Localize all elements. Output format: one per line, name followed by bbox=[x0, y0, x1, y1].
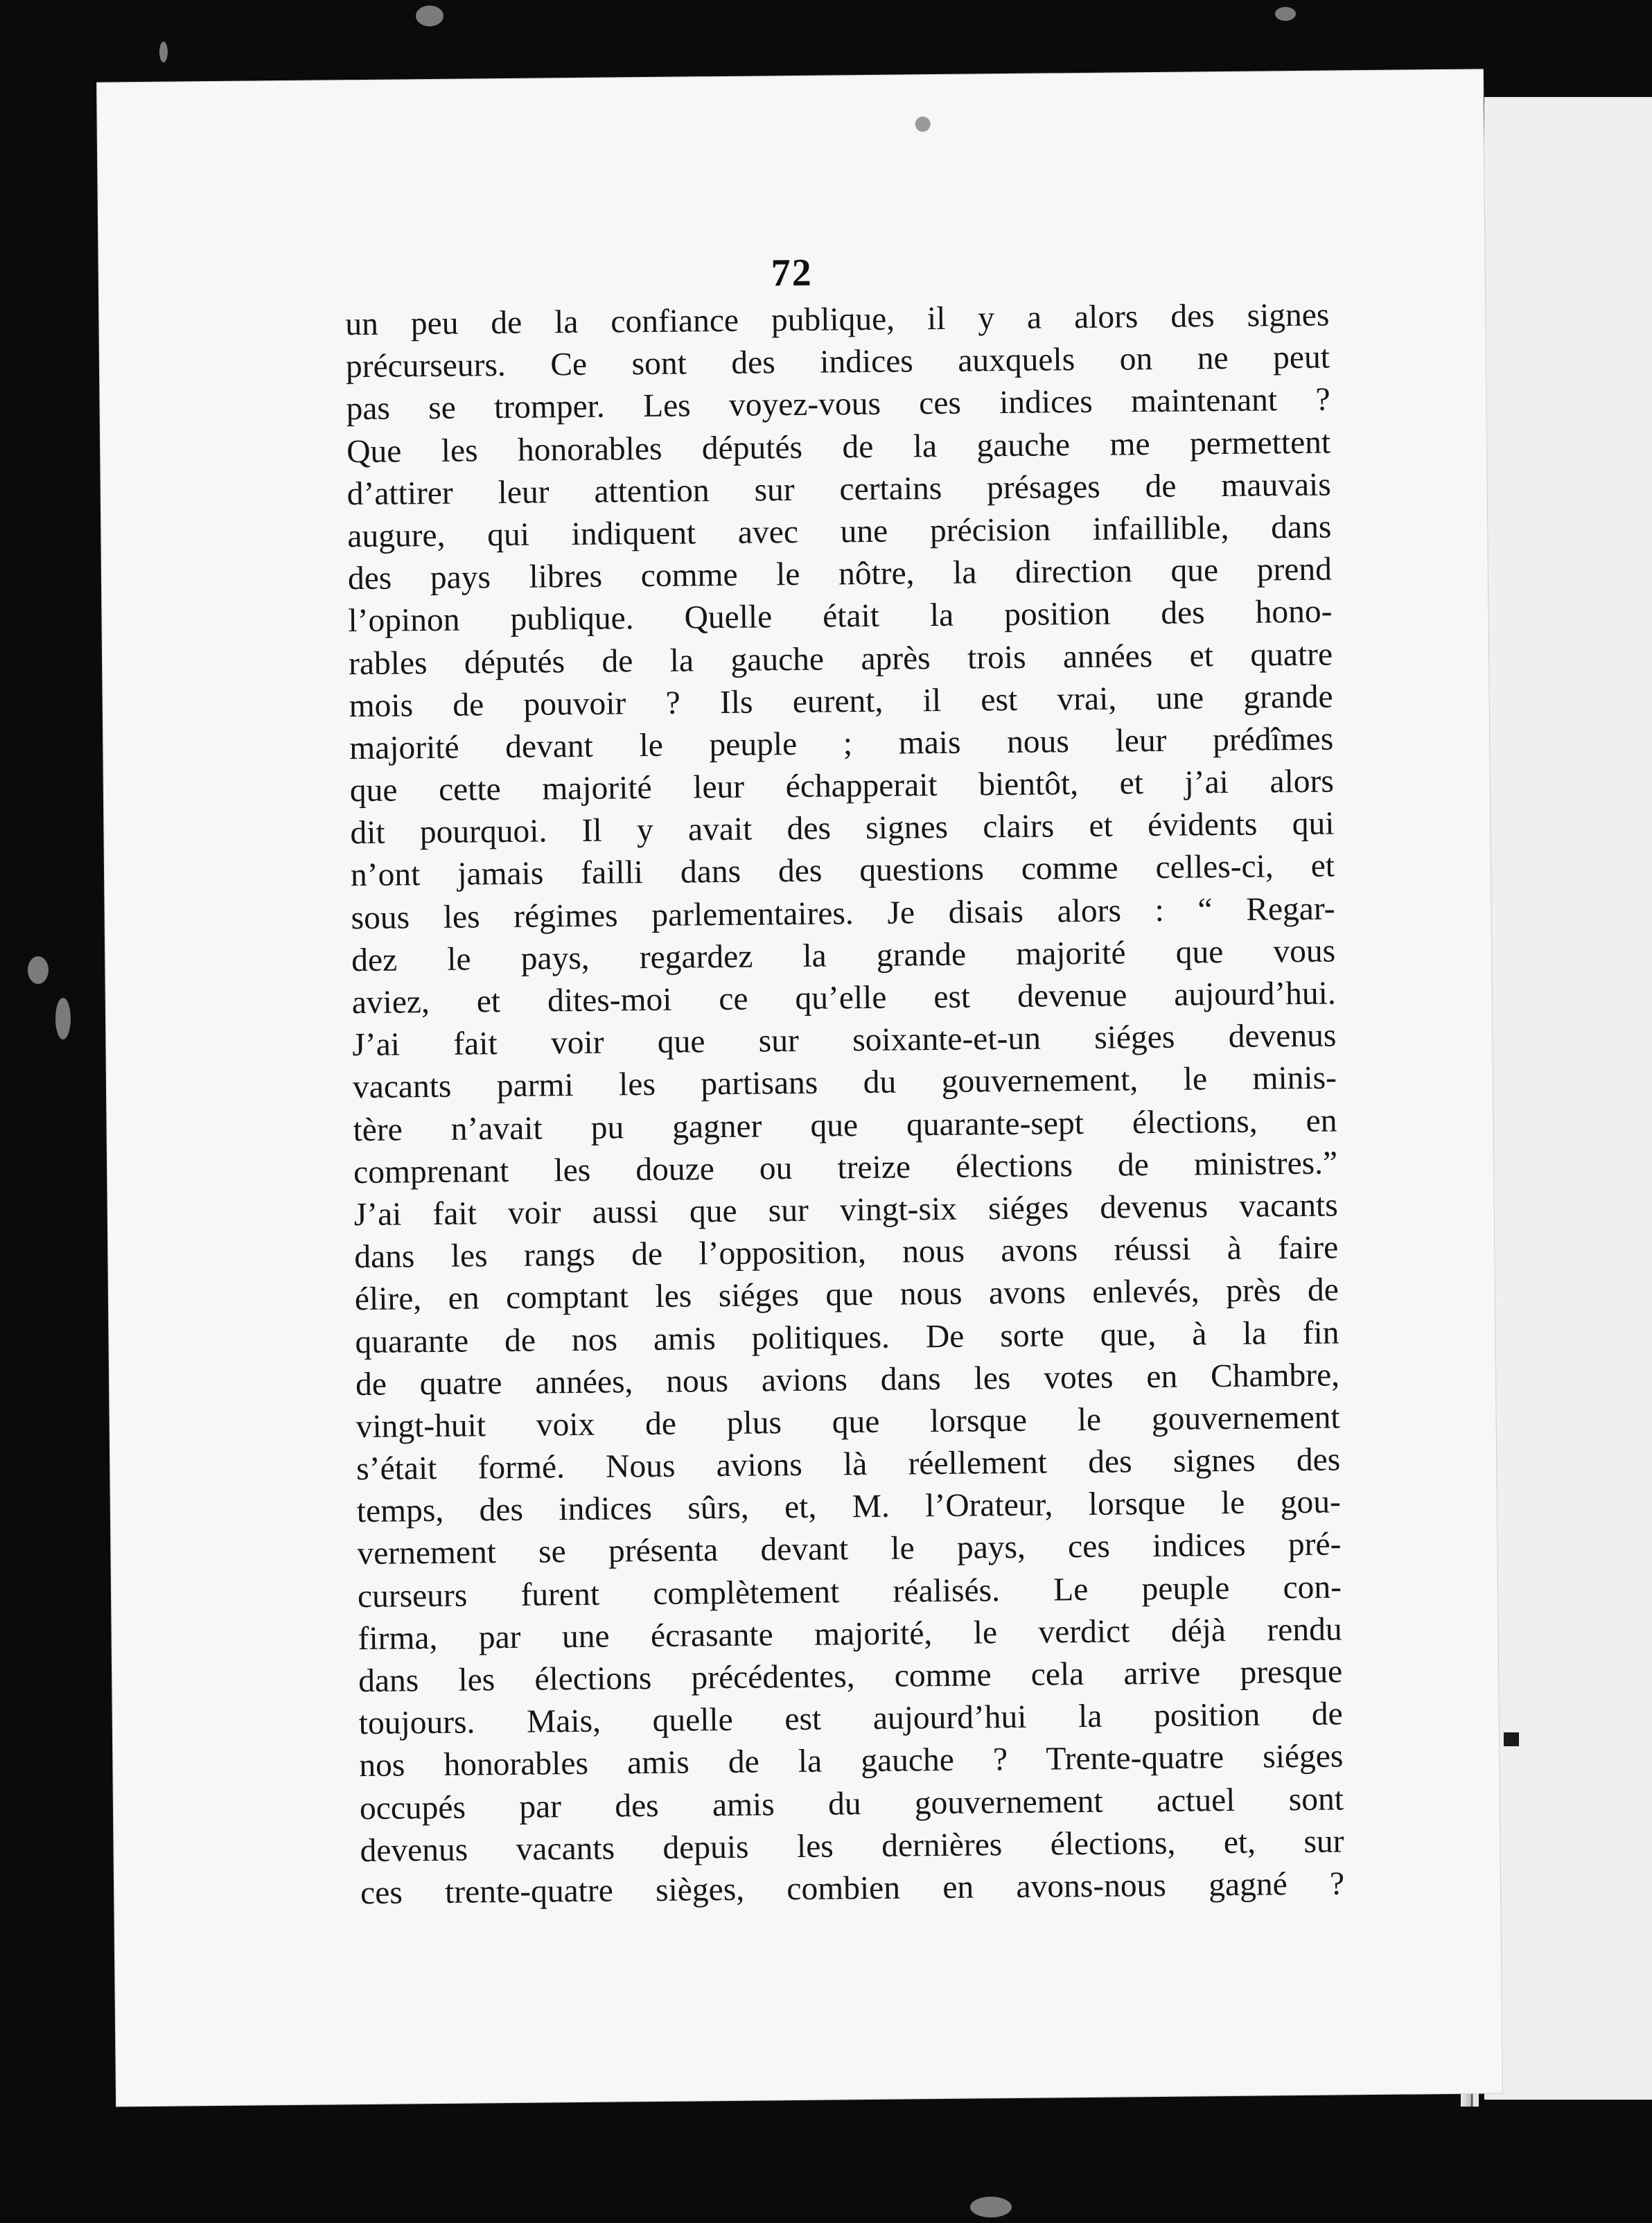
text-line: dans les élections précédentes, comme cela arrive presque bbox=[358, 1653, 1343, 1700]
text-line: toujours. Mais, quelle est aujourd’hui la position de bbox=[358, 1696, 1343, 1742]
text-line: l’opinon publique. Quelle était la position des hono- bbox=[348, 593, 1333, 640]
text-line: mois de pouvoir ? Ils eurent, il est vrai, une grande bbox=[349, 678, 1333, 724]
text-line: sous les régimes parlementaires. Je disais alors : “ Regar- bbox=[351, 890, 1335, 936]
text-line: comprenant les douze ou treize élections de ministres.” bbox=[353, 1145, 1338, 1190]
text-line: dans les rangs de l’opposition, nous avons réussi à faire bbox=[354, 1229, 1339, 1276]
text-line: pas se tromper. Les voyez-vous ces indices maintenant ? bbox=[346, 381, 1330, 428]
text-line: quarante de nos amis politiques. De sorte que, à la fin bbox=[355, 1314, 1339, 1360]
scan-speck bbox=[55, 998, 71, 1039]
page-blemish bbox=[915, 116, 931, 132]
text-line: J’ai fait voir aussi que sur vingt-six siéges devenus vacants bbox=[353, 1187, 1338, 1233]
text-line: que cette majorité leur échapperait bientôt, et j’ai alors bbox=[349, 763, 1335, 809]
scan-speck bbox=[416, 6, 443, 26]
text-line: n’ont jamais failli dans des questions comme celles-ci, et bbox=[350, 847, 1335, 894]
scan-speck bbox=[28, 956, 49, 984]
text-line: s’était formé. Nous avions là réellement des signes des bbox=[356, 1441, 1341, 1488]
scan-speck bbox=[159, 42, 168, 62]
text-line: vacants parmi les partisans du gouvernement, le minis- bbox=[352, 1060, 1337, 1106]
text-line: précurseurs. Ce sont des indices auxquels on ne peut bbox=[345, 339, 1330, 385]
text-line: augure, qui indiquent avec une précision infaillible, dans bbox=[347, 509, 1332, 555]
text-line: ces trente-quatre sièges, combien en avons-nous gagné ? bbox=[360, 1865, 1345, 1912]
text-line: curseurs furent complètement réalisés. Le peuple con- bbox=[357, 1569, 1342, 1615]
text-line: dit pourquoi. Il y avait des signes clairs et évidents qui bbox=[350, 805, 1335, 852]
text-line: temps, des indices sûrs, et, M. l’Orateur, lorsque le gou- bbox=[356, 1484, 1342, 1530]
margin-mark bbox=[1504, 1732, 1519, 1746]
page-number: 72 bbox=[771, 251, 814, 295]
text-line: vernement se présenta devant le pays, ces indices pré- bbox=[357, 1526, 1342, 1572]
text-line: des pays libres comme le nôtre, la direction que prend bbox=[347, 551, 1333, 597]
text-line: un peu de la confiance publique, il y a alors des signes bbox=[345, 297, 1330, 343]
text-line: J’ai fait voir que sur soixante-et-un siéges devenus bbox=[352, 1017, 1337, 1064]
text-line: majorité devant le peuple ; mais nous leur prédîmes bbox=[349, 721, 1334, 767]
text-line: devenus vacants depuis les dernières élections, et, sur bbox=[360, 1823, 1344, 1869]
text-line: aviez, et dites-moi ce qu’elle est devenue aujourd’hui. bbox=[351, 975, 1336, 1021]
text-line: élire, en comptant les siéges que nous avons enlevés, près de bbox=[354, 1272, 1339, 1318]
body-text bbox=[345, 295, 1344, 1915]
text-line: nos honorables amis de la gauche ? Trente-quatre siéges bbox=[359, 1738, 1344, 1784]
document-page bbox=[97, 69, 1502, 2106]
scan-speck bbox=[1275, 7, 1296, 21]
text-line: de quatre années, nous avions dans les votes en Chambre, bbox=[355, 1357, 1340, 1403]
text-line: d’attirer leur attention sur certains présages de mauvais bbox=[346, 466, 1331, 512]
text-line: tère n’avait pu gagner que quarante-sept élections, en bbox=[353, 1102, 1337, 1148]
text-line: firma, par une écrasante majorité, le verdict déjà rendu bbox=[358, 1611, 1342, 1657]
text-line: Que les honorables députés de la gauche me permettent bbox=[346, 424, 1331, 470]
adjacent-page bbox=[1484, 97, 1652, 2100]
text-line: vingt-huit voix de plus que lorsque le gouvernement bbox=[355, 1399, 1340, 1445]
text-line: dez le pays, regardez la grande majorité que vous bbox=[351, 933, 1336, 978]
text-line: rables députés de la gauche après trois années et quatre bbox=[348, 636, 1333, 682]
scan-speck bbox=[970, 2197, 1012, 2217]
text-line: occupés par des amis du gouvernement actuel sont bbox=[359, 1781, 1344, 1827]
